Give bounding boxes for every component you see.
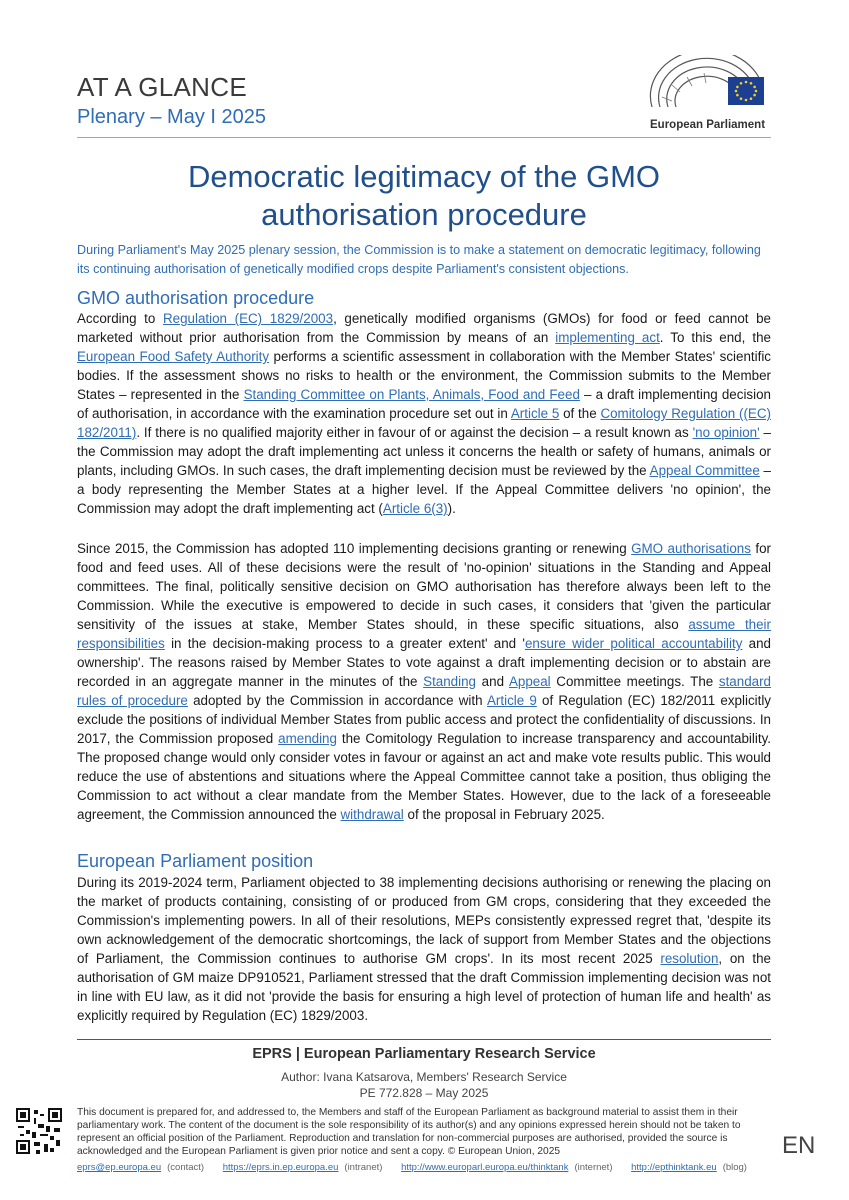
text-run: – a draft implementing decision of authorisation, in accordance with the examination procedure set out in: [77, 387, 771, 421]
contact-item-intranet: [223, 1162, 383, 1173]
inline-link[interactable]: Standing Committee on Plants, Animals, Food and Feed: [243, 387, 580, 402]
text-run: the Comitology Regulation to increase transparency and accountability. The proposed change would only consider votes in favour or against an act and make vote results public. This would reduce the use of abstentions and situations where the Appeal Committee cannot take a position, thus obliging the Commission to act without a clear mandate from the Member States. However, due to the lack of a foreseeable agreement, the Commission announced the: [77, 731, 771, 822]
text-run: Since 2015, the Commission has adopted 110 implementing decisions granting or renewing: [77, 541, 632, 556]
procedure-paragraph-2: [77, 539, 771, 824]
legal-disclaimer: This document is prepared for, and addressed to, the Members and staff of the European Parliament as background material to assist them in their parliamentary work. The content of the document is the sole responsibility of its author(s) and any opinions expressed herein should not be taken to represent an official position of the Parliament. Reproduction and translation for non-commercial purposes are authorised, provided the source is acknowledged and the European Parliament is given prior notice and sent a copy. © European Union, 2025: [77, 1107, 741, 1157]
text-run: . To this end, the: [659, 330, 771, 345]
section-heading-ep-position: European Parliament position: [77, 851, 314, 871]
text-run: performs a scientific assessment in collaboration with the Member States' scientific bodies. If the assessment shows no risks to health or the environment, the Commission submits to the Member States – represented in the: [77, 349, 771, 402]
title-line-2: authorisation procedure: [261, 197, 587, 232]
text-run: Committee meetings. The: [550, 674, 719, 689]
header-divider: [77, 137, 771, 138]
text-run: – a body representing the Member States at a higher level. If the Appeal Committee delivers 'no opinion', the Commission may adopt the draft implementing act (: [77, 463, 771, 516]
text-run: for food and feed uses. All of these decisions were the result of 'no-opinion' situations in the Standing and Appeal committees. The final, politically sensitive decision on GMO authorisation has therefore always been left to the Commission. While the executive is empowered to decide in such cases, it considers that 'given the particular sensitivity of the issues at stake, Member States should, in these specific situations, also: [77, 541, 771, 632]
inline-link[interactable]: Comitology Regulation ((EC) 182/2011): [77, 406, 771, 440]
contact-item-blog: [631, 1162, 747, 1173]
inline-link[interactable]: amending: [278, 731, 337, 746]
footer-divider: [77, 1039, 771, 1040]
inline-link[interactable]: Article 6(3): [382, 501, 448, 516]
service-name: EPRS | European Parliamentary Research Service: [252, 1046, 596, 1062]
text-run: of Regulation (EC) 182/2011 explicitly exclude the positions of individual Member States from public access and protect the confidentiality of discussions. In 2017, the Commission proposed: [77, 693, 772, 746]
inline-link[interactable]: Regulation (EC) 1829/2003: [162, 311, 334, 326]
document-reference: PE 772.828 – May 2025: [359, 1086, 489, 1100]
intranet-link[interactable]: https://eprs.in.ep.europa.eu: [222, 1162, 339, 1173]
internet-link[interactable]: http://www.europarl.europa.eu/thinktank: [401, 1162, 569, 1173]
inline-link[interactable]: Appeal Committee: [649, 463, 760, 478]
text-run: of the: [559, 406, 601, 421]
blog-link[interactable]: http://epthinktank.eu: [631, 1162, 717, 1173]
procedure-paragraph-1: [77, 309, 771, 518]
contact-email-link[interactable]: eprs@ep.europa.eu: [77, 1162, 162, 1173]
text-run: – the Commission may adopt the draft implementing act unless it concerns the health or safety of humans, animals or plants, including GMOs. In such cases, the draft implementing decision must be reviewed by the: [77, 425, 772, 478]
inline-link[interactable]: Appeal: [508, 674, 551, 689]
inline-link[interactable]: 'no opinion': [692, 425, 760, 440]
text-run: and ownership'. The reasons raised by Member States to vote against a draft implementing decision or to abstain are recorded in an aggregate manner in the minutes of the: [77, 636, 772, 689]
text-run: of the proposal in February 2025.: [403, 807, 605, 822]
language-code: EN: [782, 1132, 816, 1159]
contact-links: [77, 1162, 797, 1173]
text-run: , genetically modified organisms (GMOs) for food or feed cannot be marketed without prior authorisation from the Commission by means of an: [77, 311, 772, 345]
contact-item-internet: [401, 1162, 612, 1173]
inline-link[interactable]: Standing: [423, 674, 477, 689]
text-run: and: [476, 674, 509, 689]
blog-tag: (blog): [722, 1162, 747, 1173]
inline-link[interactable]: standard rules of procedure: [77, 674, 772, 708]
intranet-tag: (intranet): [344, 1162, 383, 1173]
contact-item-email: [77, 1162, 204, 1173]
lead-paragraph: During Parliament's May 2025 plenary session, the Commission is to make a statement on democratic legitimacy, following its continuing authorisation of genetically modified crops despite Parliament's consistent objections.: [77, 243, 761, 276]
logo-caption: European Parliament: [650, 119, 766, 131]
inline-link[interactable]: GMO authorisations: [631, 541, 751, 556]
inline-link[interactable]: implementing act: [555, 330, 660, 345]
section-heading-procedure: GMO authorisation procedure: [77, 288, 315, 308]
plenary-session-label: Plenary – May I 2025: [77, 106, 266, 128]
text-run: According to: [77, 311, 163, 326]
text-run: , on the authorisation of GM maize DP910521, Parliament stressed that the draft Commission implementing decision was not in line with EU law, as it did not 'provide the basis for ensuring a high level of protection of human life and health' as explicitly required by Regulation (EC) 1829/2003.: [77, 951, 771, 1023]
inline-link[interactable]: resolution: [660, 951, 719, 966]
title-line-1: Democratic legitimacy of the GMO: [187, 159, 661, 194]
ep-position-paragraph: [77, 873, 771, 1025]
contact-tag: (contact): [167, 1162, 205, 1173]
text-run: adopted by the Commission in accordance with: [187, 693, 487, 708]
document-title: [77, 158, 771, 234]
inline-link[interactable]: European Food Safety Authority: [77, 349, 270, 364]
inline-link[interactable]: Article 5: [510, 406, 560, 421]
document-type-label: AT A GLANCE: [77, 72, 247, 102]
author-line: Author: Ivana Katsarova, Members' Research Service: [281, 1070, 567, 1084]
inline-link[interactable]: withdrawal: [340, 807, 404, 822]
text-run: in the decision-making process to a greater extent' and ': [164, 636, 525, 651]
internet-tag: (internet): [574, 1162, 613, 1173]
inline-link[interactable]: ensure wider political accountability: [524, 636, 743, 651]
text-run: ).: [447, 501, 456, 516]
text-run: . If there is no qualified majority either in favour of or against the decision – a result known as: [136, 425, 693, 440]
inline-link[interactable]: Article 9: [487, 693, 537, 708]
text-run: During its 2019-2024 term, Parliament objected to 38 implementing decisions authorising or renewing the placing on the market of products containing, consisting of or produced from GM crops, considering that they exceeded the Commission's implementing powers. In all of their resolutions, MEPs consistently expressed regret that, 'despite its own acknowledgement of the democratic shortcomings, the lack of support from Member States and the objections of Parliament, the Commission continues to authorise GM crops'. In its most recent 2025: [77, 875, 771, 966]
qr-code-icon: [16, 1108, 62, 1154]
inline-link[interactable]: assume their responsibilities: [77, 617, 771, 651]
